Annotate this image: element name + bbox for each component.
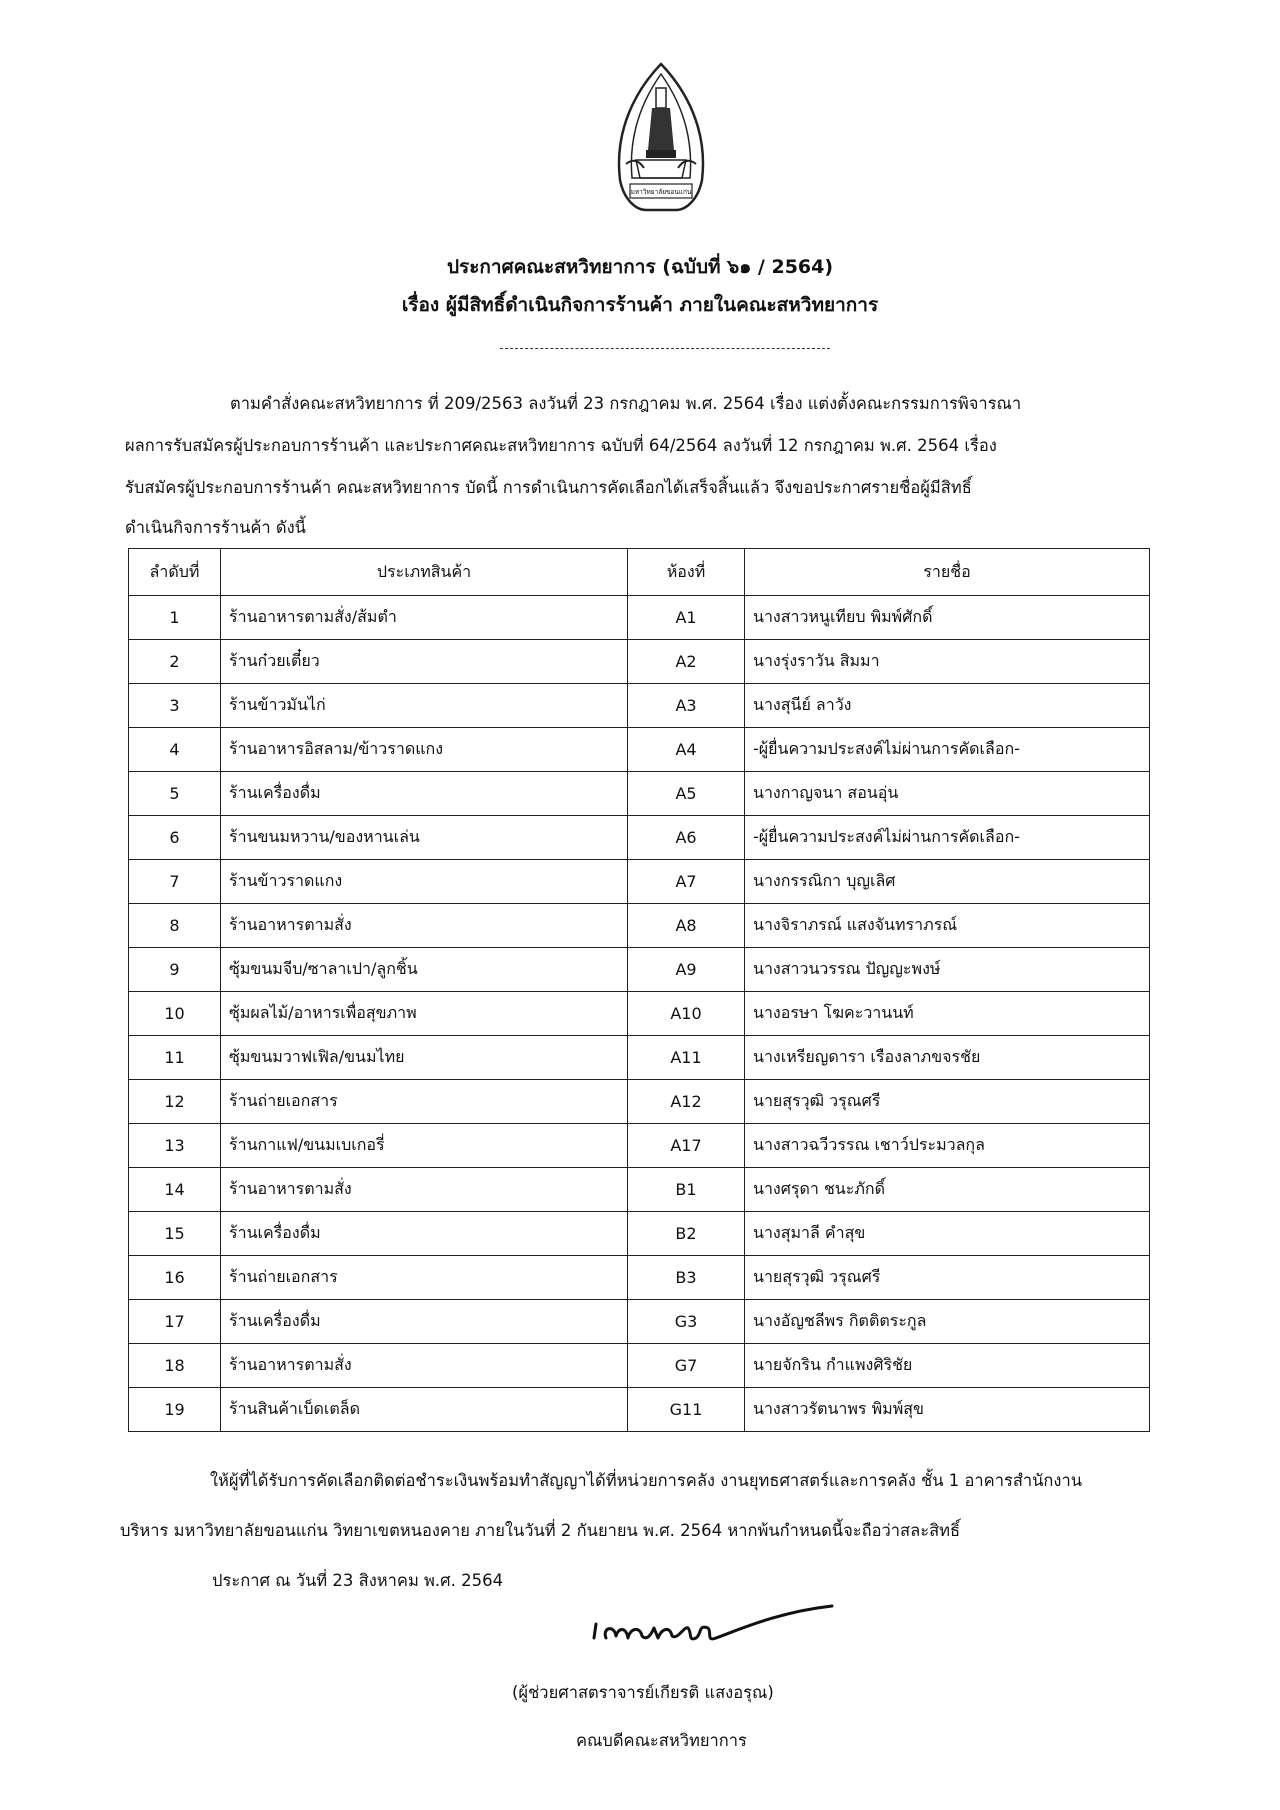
logo-text: มหาวิทยาลัยขอนแก่น — [630, 188, 692, 196]
cell-order: 9 — [129, 948, 221, 992]
cell-name: นายสุรวุฒิ วรุณศรี — [745, 1080, 1150, 1124]
table-row — [129, 1080, 1150, 1124]
table-row — [129, 1124, 1150, 1168]
cell-order: 8 — [129, 904, 221, 948]
table-row — [129, 1168, 1150, 1212]
cell-room: A6 — [628, 816, 745, 860]
cell-name: นางสาวนวรรณ ปัญญะพงษ์ — [745, 948, 1150, 992]
cell-name: นางสุนีย์ ลาวัง — [745, 684, 1150, 728]
cell-order: 11 — [129, 1036, 221, 1080]
cell-product-type: ร้านอาหารตามสั่ง — [221, 1344, 628, 1388]
cell-room: A8 — [628, 904, 745, 948]
cell-room: G11 — [628, 1388, 745, 1432]
cell-order: 4 — [129, 728, 221, 772]
cell-room: A10 — [628, 992, 745, 1036]
cell-order: 6 — [129, 816, 221, 860]
cell-product-type: ร้านอาหารตามสั่ง — [221, 1168, 628, 1212]
cell-name: นายสุรวุฒิ วรุณศรี — [745, 1256, 1150, 1300]
cell-name: นางอรษา โฆคะวานนท์ — [745, 992, 1150, 1036]
signer-name: (ผู้ช่วยศาสตราจารย์เกียรติ แสงอรุณ) — [512, 1683, 774, 1702]
cell-order: 3 — [129, 684, 221, 728]
cell-name: นางสาวหนูเทียบ พิมพ์ศักดิ์ — [745, 596, 1150, 640]
table-row — [129, 1036, 1150, 1080]
cell-product-type: ซุ้มผลไม้/อาหารเพื่อสุขภาพ — [221, 992, 628, 1036]
header-room: ห้องที่ — [628, 549, 745, 596]
table-row — [129, 1388, 1150, 1432]
cell-name: นางสาวรัตนาพร พิมพ์สุข — [745, 1388, 1150, 1432]
cell-order: 14 — [129, 1168, 221, 1212]
cell-room: A12 — [628, 1080, 745, 1124]
cell-room: A17 — [628, 1124, 745, 1168]
cell-product-type: ร้านเครื่องดื่ม — [221, 1300, 628, 1344]
cell-name: นางสาวฉวีวรรณ เชาว์ประมวลกุล — [745, 1124, 1150, 1168]
table-row — [129, 904, 1150, 948]
announcement-date: ประกาศ ณ วันที่ 23 สิงหาคม พ.ศ. 2564 — [212, 1571, 504, 1590]
intro-line-3: รับสมัครผู้ประกอบการร้านค้า คณะสหวิทยาการ บัดนี้ การดำเนินการคัดเลือกได้เสร็จสิ้นแล้ว จึงขอประกาศรายชื่อผู้มีสิทธิ์ — [125, 478, 972, 497]
table-row — [129, 640, 1150, 684]
title-divider — [500, 348, 830, 349]
table-row — [129, 1344, 1150, 1388]
cell-product-type: ร้านอาหารตามสั่ง — [221, 904, 628, 948]
table-row — [129, 684, 1150, 728]
cell-name: นางกรรณิกา บุญเลิศ — [745, 860, 1150, 904]
cell-product-type: ร้านก๋วยเตี๋ยว — [221, 640, 628, 684]
cell-name: -ผู้ยื่นความประสงค์ไม่ผ่านการคัดเลือก- — [745, 816, 1150, 860]
cell-product-type: ร้านเครื่องดื่ม — [221, 1212, 628, 1256]
cell-room: G7 — [628, 1344, 745, 1388]
cell-order: 16 — [129, 1256, 221, 1300]
cell-order: 1 — [129, 596, 221, 640]
signer-position: คณบดีคณะสหวิทยาการ — [576, 1731, 747, 1750]
table-row — [129, 772, 1150, 816]
cell-order: 13 — [129, 1124, 221, 1168]
cell-product-type: ร้านถ่ายเอกสาร — [221, 1256, 628, 1300]
cell-product-type: ร้านเครื่องดื่ม — [221, 772, 628, 816]
intro-line-4: ดำเนินกิจการร้านค้า ดังนี้ — [125, 518, 306, 537]
cell-product-type: ร้านข้าวมันไก่ — [221, 684, 628, 728]
header-product-type: ประเภทสินค้า — [221, 549, 628, 596]
announcement-subject: เรื่อง ผู้มีสิทธิ์ดำเนินกิจการร้านค้า ภายในคณะสหวิทยาการ — [401, 294, 879, 316]
cell-room: B2 — [628, 1212, 745, 1256]
header-name: รายชื่อ — [745, 549, 1150, 596]
cell-room: A7 — [628, 860, 745, 904]
cell-order: 5 — [129, 772, 221, 816]
cell-product-type: ซุ้มขนมวาฟเฟิล/ขนมไทย — [221, 1036, 628, 1080]
cell-order: 2 — [129, 640, 221, 684]
cell-name: นางเหรียญดารา เรืองลาภขจรชัย — [745, 1036, 1150, 1080]
cell-room: B3 — [628, 1256, 745, 1300]
cell-product-type: ซุ้มขนมจีบ/ซาลาเปา/ลูกชิ้น — [221, 948, 628, 992]
cell-order: 7 — [129, 860, 221, 904]
cell-product-type: ร้านข้าวราดแกง — [221, 860, 628, 904]
cell-name: นางกาญจนา สอนอุ่น — [745, 772, 1150, 816]
table-row — [129, 992, 1150, 1036]
cell-room: A9 — [628, 948, 745, 992]
cell-order: 12 — [129, 1080, 221, 1124]
cell-room: G3 — [628, 1300, 745, 1344]
table-row — [129, 728, 1150, 772]
instruction-line-2: บริหาร มหาวิทยาลัยขอนแก่น วิทยาเขตหนองคาย ภายในวันที่ 2 กันยายน พ.ศ. 2564 หากพ้นกำหนดนี้จะถือว่าสละสิทธิ์ — [120, 1521, 961, 1540]
table-row — [129, 1300, 1150, 1344]
shop-operators-table — [128, 548, 1150, 1432]
table-row — [129, 1212, 1150, 1256]
cell-name: นางจิราภรณ์ แสงจันทราภรณ์ — [745, 904, 1150, 948]
cell-room: A3 — [628, 684, 745, 728]
table-header-row — [129, 549, 1150, 596]
cell-room: A2 — [628, 640, 745, 684]
signature — [588, 1598, 838, 1668]
cell-product-type: ร้านอาหารตามสั่ง/ส้มตำ — [221, 596, 628, 640]
cell-name: นางศรุดา ชนะภักดิ์ — [745, 1168, 1150, 1212]
announcement-title: ประกาศคณะสหวิทยาการ (ฉบับที่ ๖๑ / 2564) — [446, 256, 834, 278]
cell-name: -ผู้ยื่นความประสงค์ไม่ผ่านการคัดเลือก- — [745, 728, 1150, 772]
cell-name: นางอัญชลีพร กิตติตระกูล — [745, 1300, 1150, 1344]
cell-name: นายจักริน กำแพงศิริชัย — [745, 1344, 1150, 1388]
table-row — [129, 860, 1150, 904]
cell-order: 19 — [129, 1388, 221, 1432]
cell-order: 10 — [129, 992, 221, 1036]
university-logo — [606, 60, 716, 220]
cell-product-type: ร้านขนมหวาน/ของหานเล่น — [221, 816, 628, 860]
table-row — [129, 816, 1150, 860]
cell-product-type: ร้านกาแฟ/ขนมเบเกอรี่ — [221, 1124, 628, 1168]
table-row — [129, 1256, 1150, 1300]
cell-room: A1 — [628, 596, 745, 640]
cell-product-type: ร้านสินค้าเบ็ดเตล็ด — [221, 1388, 628, 1432]
cell-room: A11 — [628, 1036, 745, 1080]
cell-product-type: ร้านอาหารอิสลาม/ข้าวราดแกง — [221, 728, 628, 772]
cell-name: นางรุ่งราวัน สิมมา — [745, 640, 1150, 684]
cell-order: 15 — [129, 1212, 221, 1256]
cell-room: A4 — [628, 728, 745, 772]
cell-product-type: ร้านถ่ายเอกสาร — [221, 1080, 628, 1124]
cell-room: B1 — [628, 1168, 745, 1212]
cell-order: 17 — [129, 1300, 221, 1344]
cell-order: 18 — [129, 1344, 221, 1388]
intro-line-2: ผลการรับสมัครผู้ประกอบการร้านค้า และประกาศคณะสหวิทยาการ ฉบับที่ 64/2564 ลงวันที่ 12 กรกฎาคม พ.ศ. 2564 เรื่อง — [125, 436, 997, 455]
instruction-line-1: ให้ผู้ที่ได้รับการคัดเลือกติดต่อชำระเงินพร้อมทำสัญญาได้ที่หน่วยการคลัง งานยุทธศาสตร์และการคลัง ชั้น 1 อาคารสำนักงาน — [210, 1471, 1083, 1490]
cell-name: นางสุมาลี คำสุข — [745, 1212, 1150, 1256]
table-row — [129, 596, 1150, 640]
intro-line-1: ตามคำสั่งคณะสหวิทยาการ ที่ 209/2563 ลงวันที่ 23 กรกฎาคม พ.ศ. 2564 เรื่อง แต่งตั้งคณะกรรมการพิจารณา — [230, 394, 1022, 413]
cell-room: A5 — [628, 772, 745, 816]
table-row — [129, 948, 1150, 992]
header-order: ลำดับที่ — [129, 549, 221, 596]
